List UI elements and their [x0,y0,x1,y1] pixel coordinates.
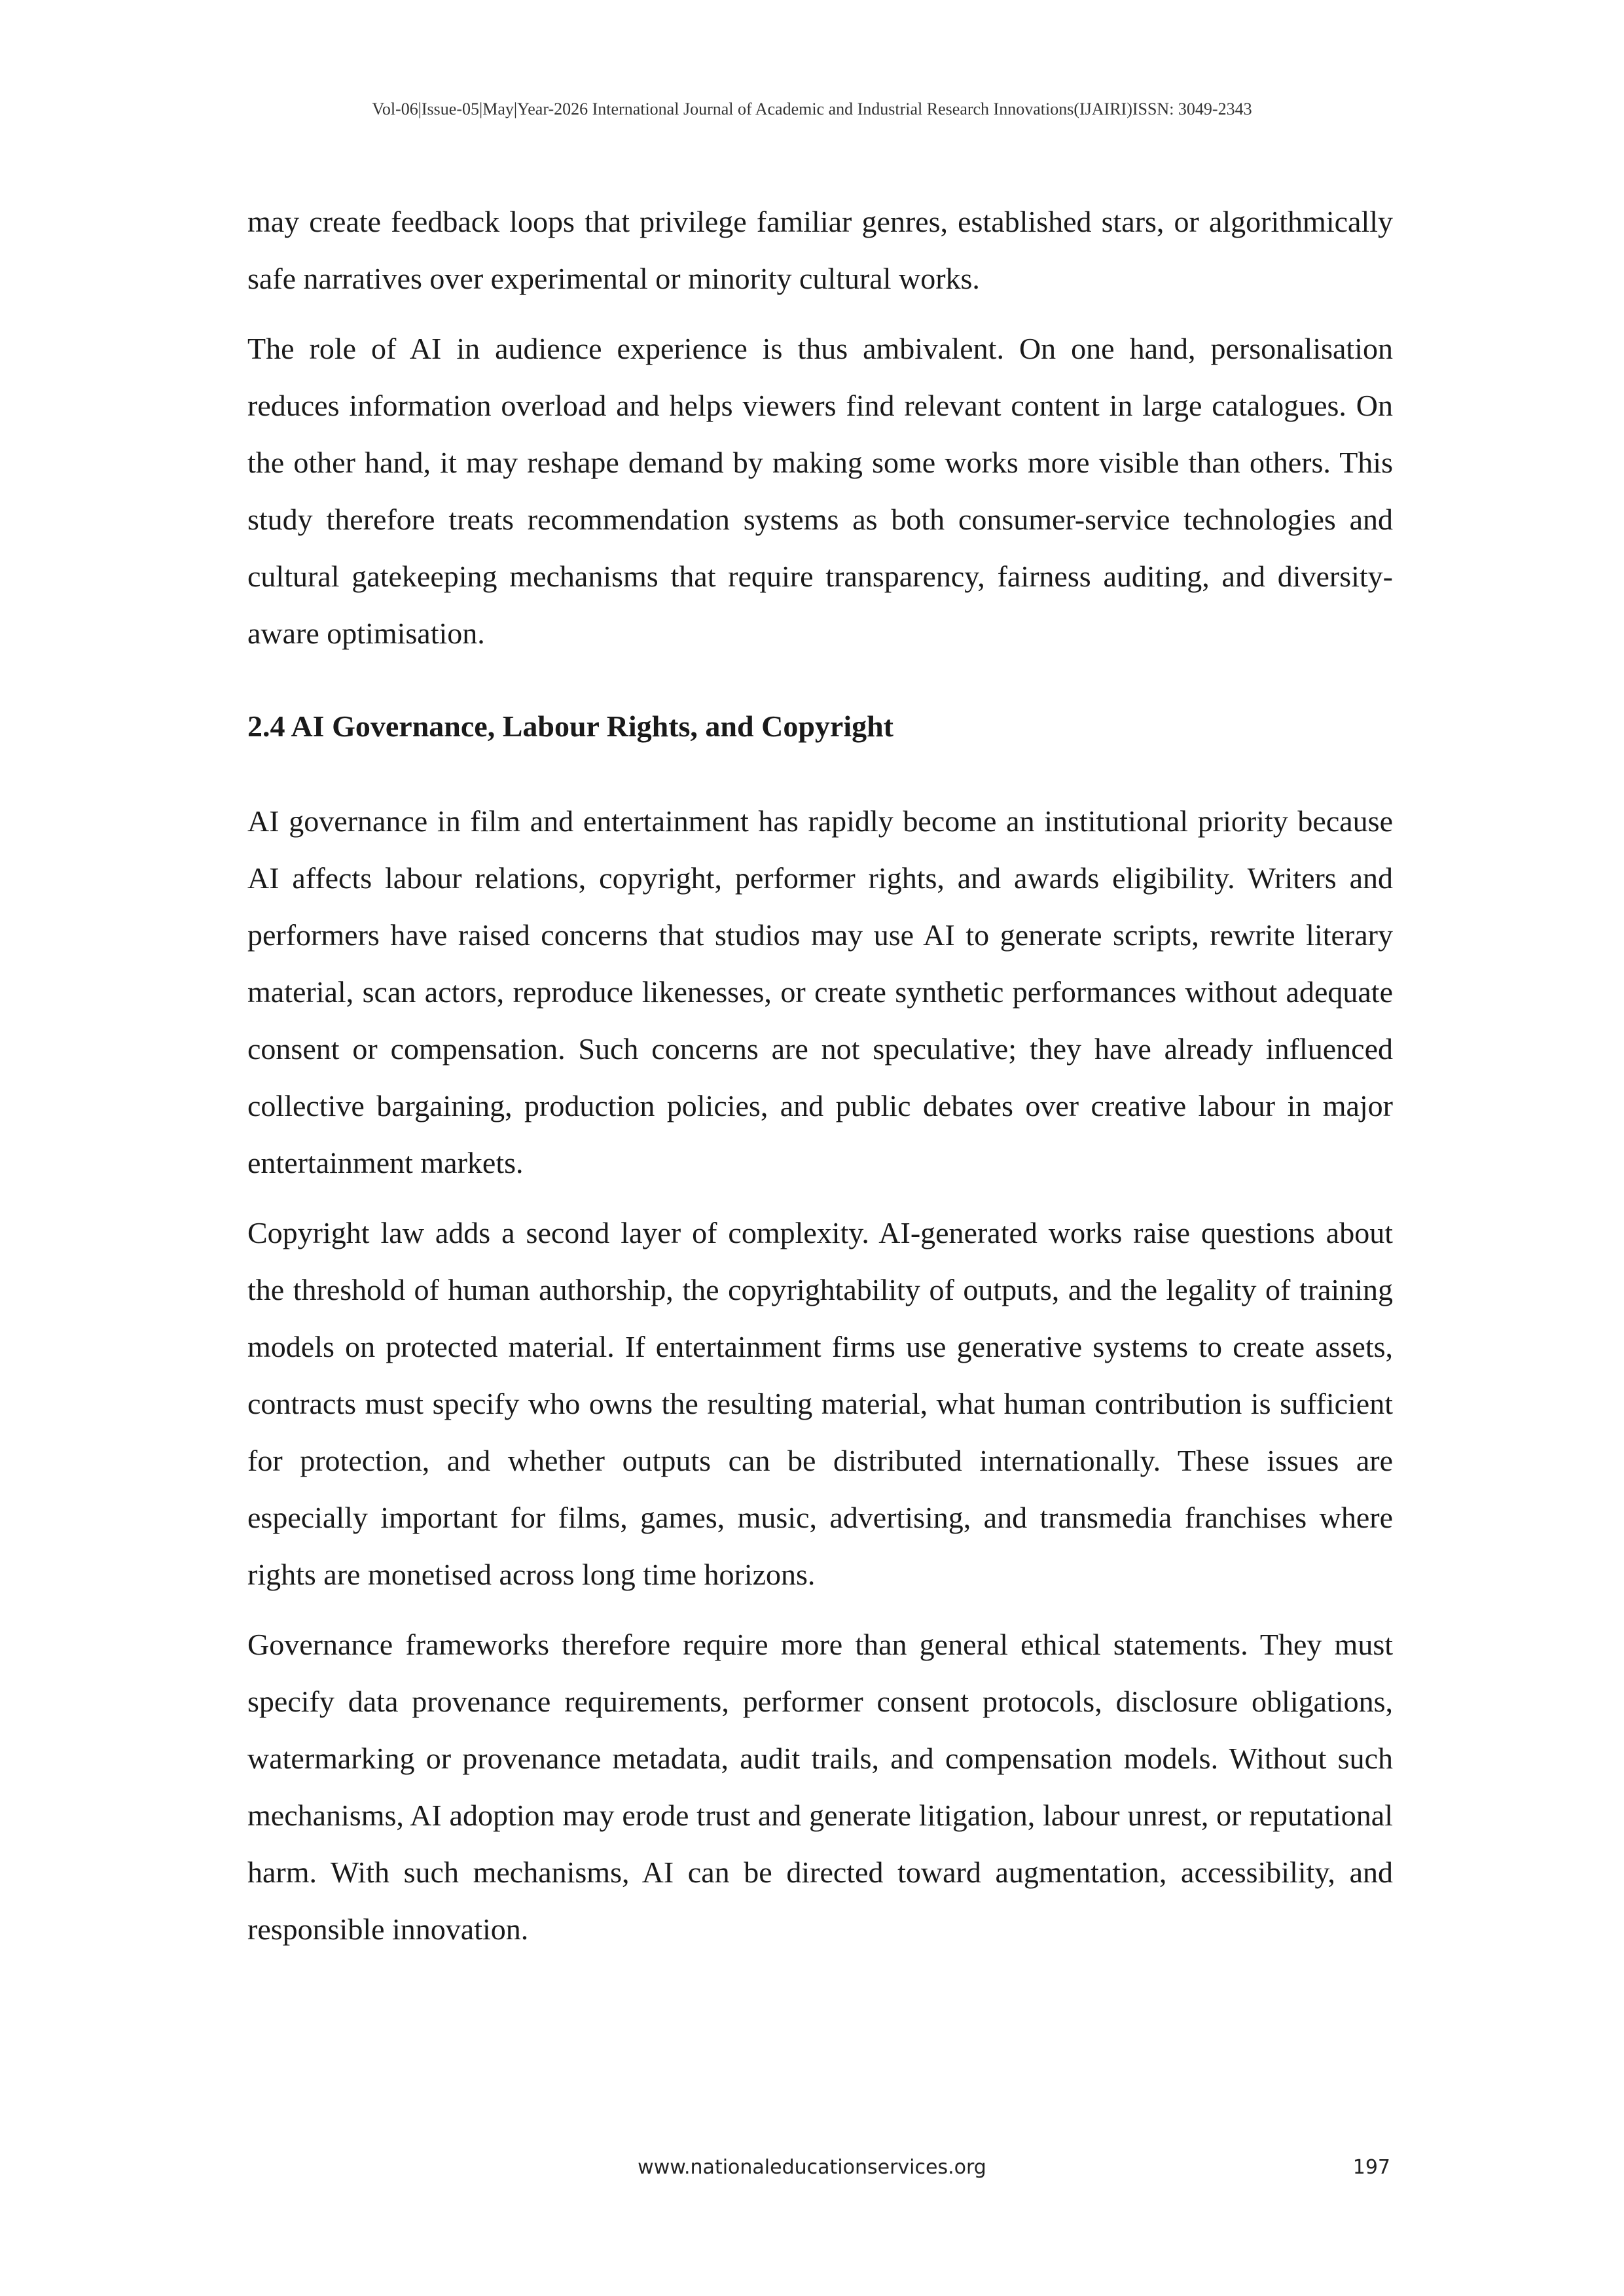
paragraph-ai-governance: AI governance in film and entertainment has rapidly become an institutional priority because AI affects labour relations, copyright, performer rights, and awards eligibility. Writers and performers have raised concerns that studios may use AI to generate scripts, rewrite literary material, scan actors, reproduce likenesses, or create synthetic performances without adequate consent or compensation. Such concerns are not speculative; they have already influenced collective bargaining, production policies, and public debates over creative labour in major entertainment markets. [247,804,1393,1179]
running-header: Vol-06|Issue-05|May|Year-2026 International Journal of Academic and Industrial Research Innovations(IJAIRI)ISSN: 3049-2343 [372,99,1252,118]
paragraph-continuation: may create feedback loops that privilege familiar genres, established stars, or algorithmically safe narratives over experimental or minority cultural works. [247,205,1393,295]
footer-url: www.nationaleducationservices.org [638,2156,986,2179]
page-number: 197 [1352,2156,1390,2179]
section-heading: 2.4 AI Governance, Labour Rights, and Copyright [247,709,894,743]
paragraph-copyright: Copyright law adds a second layer of complexity. AI-generated works raise questions about the threshold of human authorship, the copyrightability of outputs, and the legality of training models on protected material. If entertainment firms use generative systems to create assets, contracts must specify who owns the resulting material, what human contribution is sufficient for protection, and whether outputs can be distributed internationally. These issues are especially important for films, games, music, advertising, and transmedia franchises where rights are monetised across long time horizons. [247,1216,1393,1591]
paragraph-audience-experience: The role of AI in audience experience is thus ambivalent. On one hand, personalisation reduces information overload and helps viewers find relevant content in large catalogues. On the other hand, it may reshape demand by making some works more visible than others. This study therefore treats recommendation systems as both consumer-service technologies and cultural gatekeeping mechanisms that require transparency, fairness auditing, and diversity-aware optimisation. [247,332,1393,650]
body-text [247,193,1393,1971]
paragraph-governance-frameworks: Governance frameworks therefore require more than general ethical statements. They must specify data provenance requirements, performer consent protocols, disclosure obligations, watermarking or provenance metadata, audit trails, and compensation models. Without such mechanisms, AI adoption may erode trust and generate litigation, labour unrest, or reputational harm. With such mechanisms, AI can be directed toward augmentation, accessibility, and responsible innovation. [247,1628,1393,1946]
